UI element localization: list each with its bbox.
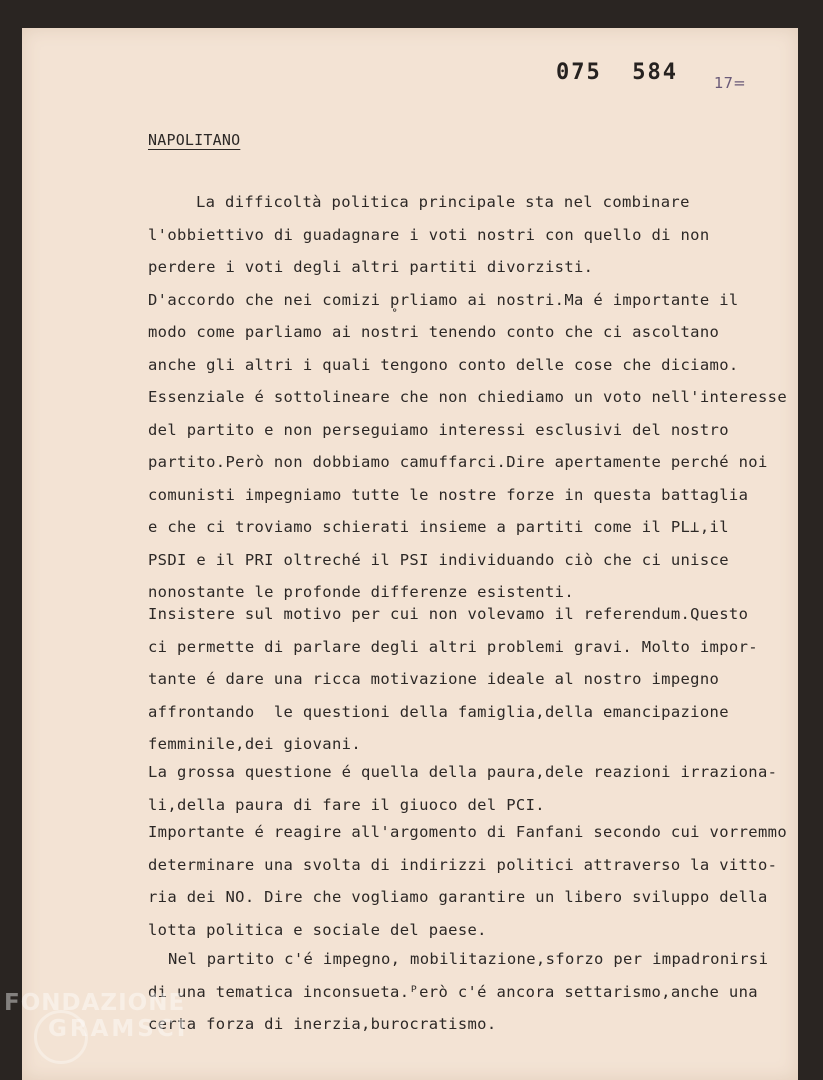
text-line: partito.Però non dobbiamo camuffarci.Dire apertamente perché noi <box>148 453 768 471</box>
text-line: tante é dare una ricca motivazione ideale al nostro impegno <box>148 670 720 688</box>
text-line: anche gli altri i quali tengono conto delle cose che diciamo. <box>148 355 739 374</box>
text-line: determinare una svolta di indirizzi politici attraverso la vitto- <box>148 855 778 874</box>
text-line: l'obbiettivo di guadagnare i voti nostri con quello di non <box>148 225 710 244</box>
text-line: Nel partito c'é impegno, mobilitazione,sforzo per impadronirsi <box>168 950 769 968</box>
text-line: ria dei NO. Dire che vogliamo garantire un libero sviluppo della <box>148 888 768 906</box>
document-title: NAPOLITANO <box>148 131 241 149</box>
text-line: del partito e non perseguiamo interessi esclusivi del nostro <box>148 420 729 439</box>
text-line: e che ci troviamo schierati insieme a partiti come il PL⊥,il <box>148 518 729 536</box>
text-line: PSDI e il PRI oltreché il PSI individuando ciò che ci unisce <box>148 550 729 569</box>
watermark-line-1: FONDAZIONE <box>4 990 186 1016</box>
text-line: di una tematica inconsueta.ᴾerò c'é ancora settarismo,anche una <box>148 982 758 1001</box>
text-line: li,della paura di fare il giuoco del PCI. <box>148 795 545 814</box>
watermark-ring-icon <box>34 1010 88 1064</box>
text-line: affrontando le questioni della famiglia,della emancipazione <box>148 702 729 721</box>
text-line: perdere i voti degli altri partiti divorzisti. <box>148 258 594 276</box>
text-line: La grossa questione é quella della paura,dele reazioni irraziona- <box>148 763 778 781</box>
text-line: modo come parliamo ai nostri tenendo conto che ci ascoltano <box>148 323 720 341</box>
handwritten-page-note: 17= <box>714 74 746 92</box>
text-line: femminile,dei giovani. <box>148 735 361 753</box>
archive-page-number: 075 584 <box>556 60 678 85</box>
text-line: ci permette di parlare degli altri problemi gravi. Molto impor- <box>148 637 758 656</box>
text-line: La difficoltà politica principale sta nel combinare <box>196 193 690 211</box>
fondazione-gramsci-watermark <box>4 990 188 1042</box>
text-line: nonostante le profonde differenze esistenti. <box>148 583 574 601</box>
text-line: Insistere sul motivo per cui non volevamo il referendum.Questo <box>148 605 749 623</box>
watermark-line-2: GRAMSCI <box>48 1016 189 1042</box>
text-line: D'accordo che nei comizi p̥rliamo ai nostri.Ma é importante il <box>148 290 739 309</box>
text-line: Importante é reagire all'argomento di Fanfani secondo cui vorremmo <box>148 823 787 841</box>
text-line: certa forza di inerzia,burocratismo. <box>148 1015 497 1033</box>
text-line: comunisti impegniamo tutte le nostre forze in questa battaglia <box>148 485 749 504</box>
text-line: Essenziale é sottolineare che non chiediamo un voto nell'interesse <box>148 388 787 406</box>
text-line: lotta politica e sociale del paese. <box>148 920 487 939</box>
